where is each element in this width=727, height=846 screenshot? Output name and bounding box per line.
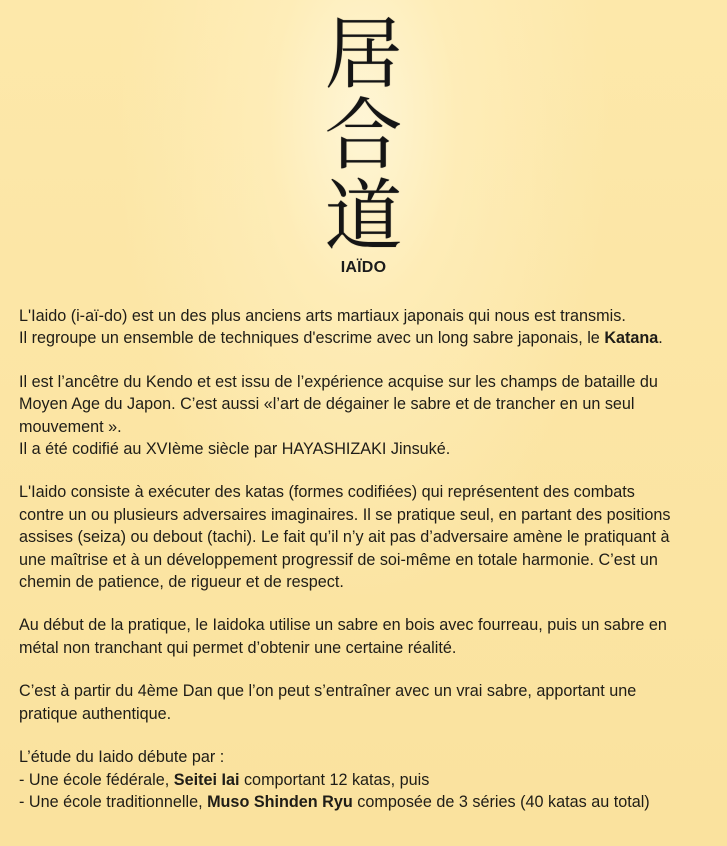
text-line: Moyen Age du Japon. C’est aussi «l’art de dégainer le sabre et de trancher en un seul <box>19 395 635 414</box>
text-line: Il est l’ancêtre du Kendo et est issu de l’expérience acquise sur les champs de bataille du <box>19 372 658 391</box>
seitei-iai-term: Seitei Iai <box>173 770 240 789</box>
text-line: Au début de la pratique, le Iaidoka utilise un sabre en bois avec fourreau, puis un sabre en <box>19 616 667 635</box>
kanji-character: 合 <box>324 91 403 181</box>
text-line: contre un ou plusieurs adversaires imaginaires. Il se pratique seul, en partant des positions <box>19 505 671 524</box>
page-title: IAÏDO <box>340 259 387 276</box>
text-line: pratique authentique. <box>19 704 172 723</box>
text-line: une maîtrise et à un développement progressif de soi-même en totale harmonie. C’est un <box>19 550 658 569</box>
text-fragment: comportant 12 katas, puis <box>239 770 430 789</box>
text-fragment: - Une école fédérale, <box>19 770 174 789</box>
list-item <box>19 769 711 791</box>
text-fragment: . <box>658 329 663 348</box>
text-line: chemin de patience, de rigueur et de respect. <box>19 573 344 592</box>
text-line <box>19 327 711 349</box>
list-item <box>19 791 711 813</box>
text-line: métal non tranchant qui permet d’obtenir une certaine réalité. <box>19 638 457 657</box>
paragraph-intro <box>19 305 711 350</box>
text-fragment: Il regroupe un ensemble de techniques d'escrime avec un long sabre japonais, le <box>19 329 605 348</box>
kanji-calligraphy <box>0 8 727 262</box>
text-line: assises (seiza) ou debout (tachi). Le fait qu’il n’y ait pas d’adversaire amène le pratiquant à <box>19 528 670 547</box>
text-fragment: composée de 3 séries (40 katas au total) <box>352 792 650 811</box>
article-body <box>19 305 711 834</box>
text-line: C’est à partir du 4ème Dan que l’on peut s’entraîner avec un vrai sabre, apportant une <box>19 682 637 701</box>
text-line: L'Iaido consiste à exécuter des katas (formes codifiées) qui représentent des combats <box>19 483 635 502</box>
kanji-character: 居 <box>324 10 403 100</box>
paragraph-history <box>19 371 711 461</box>
paragraph-dan <box>19 680 711 725</box>
text-line: L'Iaido (i-aï-do) est un des plus anciens arts martiaux japonais qui nous est transmis. <box>19 307 626 325</box>
text-line: mouvement ». <box>19 417 122 436</box>
katana-term: Katana <box>604 329 659 348</box>
paragraph-practice <box>19 481 711 593</box>
muso-shinden-ryu-term: Muso Shinden Ryu <box>207 792 353 811</box>
kanji-character: 道 <box>324 172 403 262</box>
text-fragment: - Une école traditionnelle, <box>19 792 208 811</box>
paragraph-study <box>19 746 711 813</box>
paragraph-beginning <box>19 614 711 659</box>
text-line: Il a été codifié au XVIème siècle par HAYASHIZAKI Jinsuké. <box>19 440 451 459</box>
text-line: L’étude du Iaido débute par : <box>19 748 225 767</box>
